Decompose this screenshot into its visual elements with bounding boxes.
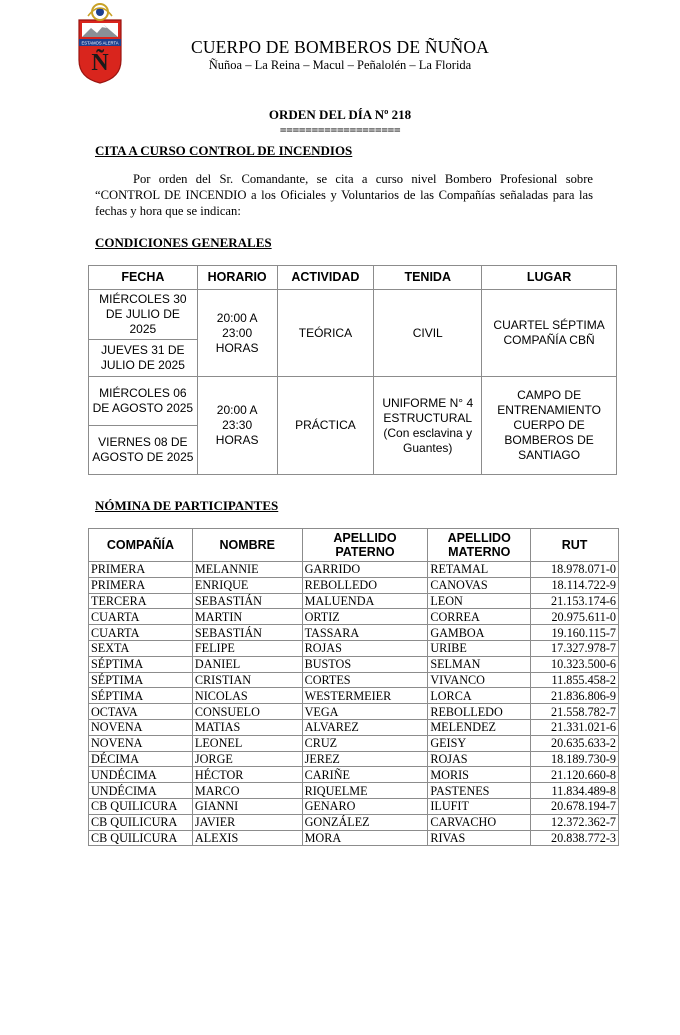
compania-cell: DÉCIMA bbox=[89, 751, 193, 767]
apellido-paterno-cell: ALVAREZ bbox=[302, 719, 428, 735]
compania-cell: SÉPTIMA bbox=[89, 688, 193, 704]
table-row bbox=[89, 704, 619, 720]
rut-cell: 18.114.722-9 bbox=[531, 577, 619, 593]
nombre-cell: MARTIN bbox=[192, 609, 302, 625]
table-row bbox=[89, 577, 619, 593]
compania-cell: CB QUILICURA bbox=[89, 798, 193, 814]
nombre-cell: GIANNI bbox=[192, 798, 302, 814]
nombre-cell: ENRIQUE bbox=[192, 577, 302, 593]
header-rut: RUT bbox=[531, 529, 619, 562]
tenida-cell: CIVIL bbox=[374, 290, 482, 377]
table-row bbox=[89, 719, 619, 735]
rut-cell: 21.836.806-9 bbox=[531, 688, 619, 704]
apellido-materno-cell: ROJAS bbox=[428, 751, 531, 767]
lugar-cell: CAMPO DE ENTRENAMIENTO CUERPO DE BOMBEROS DE SANTIAGO bbox=[482, 377, 617, 475]
nombre-cell: JORGE bbox=[192, 751, 302, 767]
compania-cell: UNDÉCIMA bbox=[89, 767, 193, 783]
header-nombre: NOMBRE bbox=[192, 529, 302, 562]
course-intro-paragraph: Por orden del Sr. Comandante, se cita a curso nivel Bombero Profesional sobre “CONTROL DE INCENDIO a los Oficiales y Voluntarios de las Compañías señaladas para las fechas y hora que se indican: bbox=[95, 172, 593, 219]
apellido-paterno-cell: ROJAS bbox=[302, 640, 428, 656]
rut-cell: 21.331.021-6 bbox=[531, 719, 619, 735]
tenida-cell bbox=[374, 377, 482, 475]
compania-cell: PRIMERA bbox=[89, 562, 193, 578]
nombre-cell: ALEXIS bbox=[192, 830, 302, 846]
apellido-materno-cell: SELMAN bbox=[428, 656, 531, 672]
header-apellido-paterno: APELLIDO PATERNO bbox=[302, 529, 428, 562]
conditions-heading: CONDICIONES GENERALES bbox=[95, 235, 272, 250]
participants-table bbox=[88, 528, 619, 846]
nombre-cell: JAVIER bbox=[192, 814, 302, 830]
table-row bbox=[89, 798, 619, 814]
course-heading: CITA A CURSO CONTROL DE INCENDIOS bbox=[95, 143, 353, 158]
apellido-materno-cell: CARVACHO bbox=[428, 814, 531, 830]
rut-cell: 20.975.611-0 bbox=[531, 609, 619, 625]
rut-cell: 20.635.633-2 bbox=[531, 735, 619, 751]
apellido-paterno-cell: TASSARA bbox=[302, 625, 428, 641]
apellido-paterno-cell: VEGA bbox=[302, 704, 428, 720]
header-actividad: ACTIVIDAD bbox=[277, 266, 374, 290]
nombre-cell: SEBASTIÁN bbox=[192, 593, 302, 609]
apellido-paterno-cell: CRUZ bbox=[302, 735, 428, 751]
compania-cell: NOVENA bbox=[89, 719, 193, 735]
compania-cell: CUARTA bbox=[89, 609, 193, 625]
rut-cell: 20.678.194-7 bbox=[531, 798, 619, 814]
table-row bbox=[89, 767, 619, 783]
conditions-header-row bbox=[89, 266, 617, 290]
apellido-materno-cell: GAMBOA bbox=[428, 625, 531, 641]
rut-cell: 11.834.489-8 bbox=[531, 783, 619, 799]
apellido-paterno-cell: ORTIZ bbox=[302, 609, 428, 625]
apellido-paterno-cell: MORA bbox=[302, 830, 428, 846]
compania-cell: CB QUILICURA bbox=[89, 814, 193, 830]
apellido-materno-cell: REBOLLEDO bbox=[428, 704, 531, 720]
nombre-cell: MATIAS bbox=[192, 719, 302, 735]
table-row bbox=[89, 625, 619, 641]
nombre-cell: FELIPE bbox=[192, 640, 302, 656]
table-row bbox=[89, 656, 619, 672]
apellido-paterno-cell: WESTERMEIER bbox=[302, 688, 428, 704]
rut-cell: 21.120.660-8 bbox=[531, 767, 619, 783]
compania-cell: PRIMERA bbox=[89, 577, 193, 593]
apellido-materno-cell: RIVAS bbox=[428, 830, 531, 846]
logo-letter: Ñ bbox=[91, 50, 109, 76]
horario-cell: 20:00 A 23:00 HORAS bbox=[197, 290, 277, 377]
apellido-materno-cell: PASTENES bbox=[428, 783, 531, 799]
apellido-paterno-cell: GARRIDO bbox=[302, 562, 428, 578]
apellido-paterno-cell: CARIÑE bbox=[302, 767, 428, 783]
nombre-cell: MARCO bbox=[192, 783, 302, 799]
date-cell: MIÉRCOLES 06 DE AGOSTO 2025 bbox=[89, 377, 198, 426]
apellido-materno-cell: MELENDEZ bbox=[428, 719, 531, 735]
participants-heading: NÓMINA DE PARTICIPANTES bbox=[95, 498, 279, 513]
rut-cell: 17.327.978-7 bbox=[531, 640, 619, 656]
header-apellido-materno: APELLIDO MATERNO bbox=[428, 529, 531, 562]
rut-cell: 18.189.730-9 bbox=[531, 751, 619, 767]
apellido-materno-cell: CORREA bbox=[428, 609, 531, 625]
apellido-paterno-cell: CORTES bbox=[302, 672, 428, 688]
table-row bbox=[89, 672, 619, 688]
nombre-cell: MELANNIE bbox=[192, 562, 302, 578]
compania-cell: UNDÉCIMA bbox=[89, 783, 193, 799]
apellido-materno-cell: CANOVAS bbox=[428, 577, 531, 593]
horario-cell: 20:00 A 23:30 HORAS bbox=[197, 377, 277, 475]
compania-cell: NOVENA bbox=[89, 735, 193, 751]
organization-name: CUERPO DE BOMBEROS DE ÑUÑOA bbox=[190, 37, 490, 57]
compania-cell: CB QUILICURA bbox=[89, 830, 193, 846]
date-cell: MIÉRCOLES 30 DE JULIO DE 2025 bbox=[89, 290, 198, 340]
compania-cell: SÉPTIMA bbox=[89, 656, 193, 672]
rut-cell: 21.153.174-6 bbox=[531, 593, 619, 609]
organization-communes: Ñuñoa – La Reina – Macul – Peñalolén – La Florida bbox=[208, 58, 472, 72]
apellido-materno-cell: LORCA bbox=[428, 688, 531, 704]
table-row bbox=[89, 783, 619, 799]
compania-cell: OCTAVA bbox=[89, 704, 193, 720]
rut-cell: 12.372.362-7 bbox=[531, 814, 619, 830]
apellido-paterno-cell: RIQUELME bbox=[302, 783, 428, 799]
header-tenida: TENIDA bbox=[374, 266, 482, 290]
table-row bbox=[89, 640, 619, 656]
rut-cell: 10.323.500-6 bbox=[531, 656, 619, 672]
apellido-paterno-cell: BUSTOS bbox=[302, 656, 428, 672]
apellido-paterno-cell: GONZÁLEZ bbox=[302, 814, 428, 830]
table-row bbox=[89, 735, 619, 751]
compania-cell: SEXTA bbox=[89, 640, 193, 656]
order-title-rule: =================== bbox=[279, 123, 401, 137]
rut-cell: 19.160.115-7 bbox=[531, 625, 619, 641]
apellido-materno-cell: RETAMAL bbox=[428, 562, 531, 578]
actividad-cell: PRÁCTICA bbox=[277, 377, 374, 475]
apellido-materno-cell: ILUFIT bbox=[428, 798, 531, 814]
apellido-materno-cell: LEON bbox=[428, 593, 531, 609]
table-row bbox=[89, 562, 619, 578]
order-title: ORDEN DEL DÍA Nº 218 bbox=[268, 107, 412, 122]
conditions-table bbox=[88, 265, 617, 475]
apellido-paterno-cell: JEREZ bbox=[302, 751, 428, 767]
tenida-uniform: UNIFORME N° 4 ESTRUCTURAL bbox=[382, 395, 474, 425]
header-horario: HORARIO bbox=[197, 266, 277, 290]
nombre-cell: CRISTIAN bbox=[192, 672, 302, 688]
nombre-cell: CONSUELO bbox=[192, 704, 302, 720]
apellido-materno-cell: URIBE bbox=[428, 640, 531, 656]
rut-cell: 21.558.782-7 bbox=[531, 704, 619, 720]
table-row bbox=[89, 688, 619, 704]
apellido-materno-cell: VIVANCO bbox=[428, 672, 531, 688]
apellido-paterno-cell: REBOLLEDO bbox=[302, 577, 428, 593]
compania-cell: SÉPTIMA bbox=[89, 672, 193, 688]
table-row bbox=[89, 751, 619, 767]
compania-cell: CUARTA bbox=[89, 625, 193, 641]
nombre-cell: SEBASTIÁN bbox=[192, 625, 302, 641]
conditions-row bbox=[89, 377, 617, 426]
actividad-cell: TEÓRICA bbox=[277, 290, 374, 377]
table-row bbox=[89, 814, 619, 830]
conditions-row bbox=[89, 290, 617, 340]
apellido-paterno-cell: MALUENDA bbox=[302, 593, 428, 609]
nombre-cell: HÉCTOR bbox=[192, 767, 302, 783]
date-cell: VIERNES 08 DE AGOSTO DE 2025 bbox=[89, 426, 198, 475]
table-row bbox=[89, 609, 619, 625]
lugar-cell: CUARTEL SÉPTIMA COMPAÑÍA CBÑ bbox=[482, 290, 617, 377]
compania-cell: TERCERA bbox=[89, 593, 193, 609]
apellido-paterno-cell: GENARO bbox=[302, 798, 428, 814]
rut-cell: 11.855.458-2 bbox=[531, 672, 619, 688]
table-row bbox=[89, 593, 619, 609]
date-cell: JUEVES 31 DE JULIO DE 2025 bbox=[89, 340, 198, 377]
cbn-crest-logo bbox=[75, 2, 125, 84]
table-row bbox=[89, 830, 619, 846]
nombre-cell: LEONEL bbox=[192, 735, 302, 751]
nombre-cell: NICOLAS bbox=[192, 688, 302, 704]
rut-cell: 18.978.071-0 bbox=[531, 562, 619, 578]
participants-body bbox=[89, 562, 619, 846]
tenida-note: (Con esclavina y Guantes) bbox=[383, 425, 473, 455]
nombre-cell: DANIEL bbox=[192, 656, 302, 672]
apellido-materno-cell: MORIS bbox=[428, 767, 531, 783]
header-compania: COMPAÑÍA bbox=[89, 529, 193, 562]
rut-cell: 20.838.772-3 bbox=[531, 830, 619, 846]
apellido-materno-cell: GEISY bbox=[428, 735, 531, 751]
header-lugar: LUGAR bbox=[482, 266, 617, 290]
participants-header-row bbox=[89, 529, 619, 562]
header-fecha: FECHA bbox=[89, 266, 198, 290]
logo-banner-text: ESTAMOS ALERTA bbox=[81, 40, 119, 46]
